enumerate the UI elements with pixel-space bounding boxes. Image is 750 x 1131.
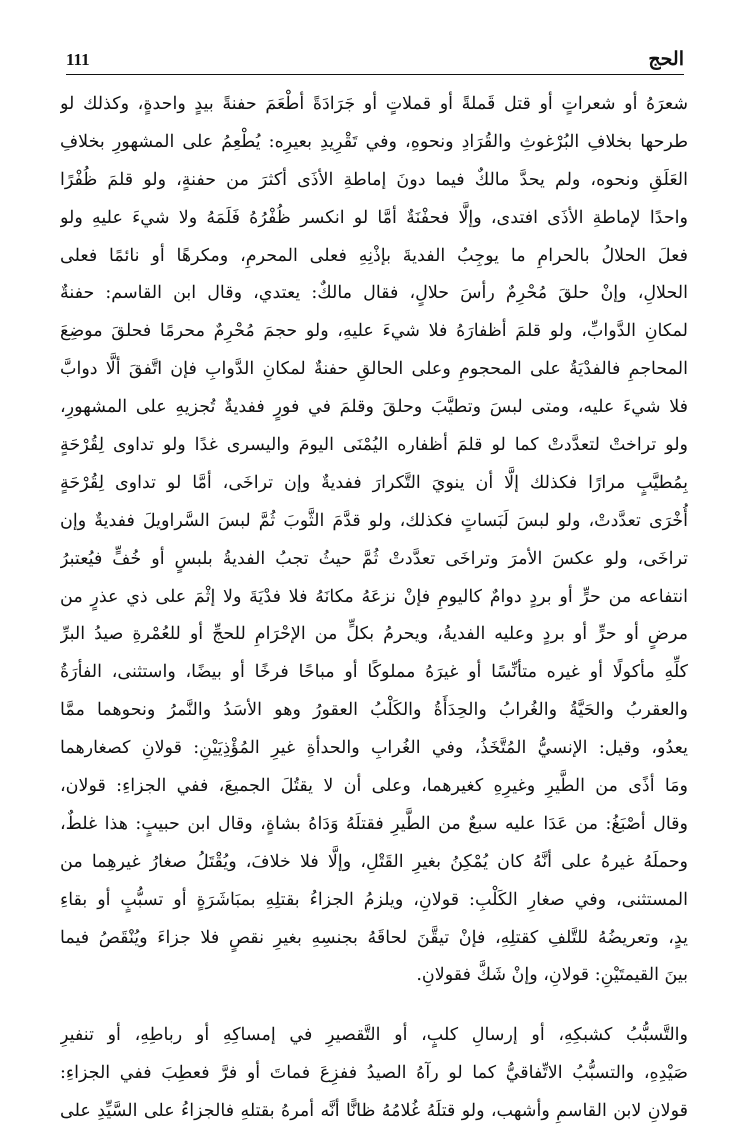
page-number: 111: [66, 50, 90, 69]
text-line: العَلَقِ ونحوه، ولم يحدَّ مالكٌ فيما دونَ إماطةِ الأذَى أكثرَ من حفنةٍ، ولو قلمَ ظُفْرًا: [60, 169, 688, 190]
text-line: ولو تراختْ لتعدَّدتْ كما لو قلمَ أظفاره اليُمْنَى اليومَ واليسرى غدًا ولو تداوى لِقُرْحَةٍ: [60, 435, 688, 456]
text-line: يعدُو، وقيل: الإنسيُّ المُتَّخَذُ، وفي الغُرابِ والحدأةِ غيرِ المُؤْذِيَيْنِ: قولانِ كصغارهما: [60, 738, 688, 759]
text-line: تراخَى، ولو عكسَ الأمرَ وتراخَى تعدَّدتْ ثُمَّ حيثُ تجبُ الفديةُ بلبسٍ أو خُفٍّ فيُعتبرُ: [60, 548, 688, 569]
text-line: صَيْدِهِ، والتسبُّبُ الاتِّفاقيُّ كما لو رآهُ الصيدُ ففزِعَ فماتَ أو فرَّ فعطِبَ ففي الجزاءِ:: [60, 1063, 688, 1084]
page-body: [60, 86, 688, 1131]
text-line: طرحها بخلافِ البُرْغوثِ والقُرَادِ ونحوهِ، وفي تَقْرِيدِ بعيرِه: يُطْعِمُ على المشهورِ بخلافِ: [60, 131, 688, 152]
text-line: والتَّسبُّبُ كشبكِهِ، أو إرسالِ كلبٍ، أو التَّقصيرِ في إمساكِهِ أو رباطِهِ، أو تنفيرِ: [60, 1025, 688, 1046]
text-line: قولانِ لابن القاسمِ وأشهب، ولو قتلَهُ غُلامُهُ ظانًّا أنَّه أمرهُ بقتلهِ فالجزاءُ على السَّيِّدِ على: [60, 1101, 688, 1122]
text-line: مرضٍ أو حرٍّ أو بردٍ وعليه الفديةُ، ويحرمُ بكلٍّ من الإحْرَامِ للحجِّ أو للعُمْرةِ صيدُ البرِّ: [60, 624, 688, 645]
page-header: [66, 40, 684, 75]
text-line: ومَا أذًى من الطَّيرِ وغيرِهِ كغيرهما، وعلى أن لا يقتُلَ الجميعَ، ففي الجزاءِ: قولان،: [60, 776, 688, 797]
text-line: فلا شيءَ عليه، ومتى لبسَ وتطيَّبَ وحلقَ وقلمَ في فورٍ ففديةٌ تُجزيهِ على المشهورِ،: [60, 397, 688, 418]
text-line: واحدًا لإماطةِ الأذَى افتدى، وإلَّا فحفْنَةٌ أمَّا لو انكسر ظُفْرُهُ فَلَمَهُ ولا شيءَ عليهِ ولو: [60, 207, 688, 228]
text-line: والعقربُ والحَيَّةُ والغُرابُ والحِدَأَةُ والكَلْبُ العقورُ وهو الأسَدُ والنَّمرُ ونحوهما ممَّا: [60, 700, 688, 721]
text-line: الحلالِ، وإنْ حلقَ مُحْرِمٌ رأسَ حلالٍ، فقال مالكٌ: يعتدي، وقال ابن القاسم: حفنةٌ: [60, 283, 688, 304]
text-line: انتفاعه من حرٍّ أو بردٍ دوامٌ كاليومِ فإنْ نزعَهُ مكانَهُ فلا فدْيَةَ ولا إثْمَ على ذي عذرٍ من: [60, 586, 688, 607]
text-line: شعرَهُ أو شعراتٍ أو قتل قَملةً أو قملاتٍ أو جَرَادَةً أطْعَمَ حفنةً بيدٍ واحدةٍ، وكذلك لو: [60, 94, 688, 114]
text-line: لمكانِ الدَّوابِّ، ولو قلمَ أظفارَهُ فلا شيءَ عليهِ، ولو حجمَ مُحْرِمٌ محرمًا فحلقَ موضِعَ: [60, 321, 688, 342]
text-line: بِمُطيَّبٍ مرارًا فكذلك إلَّا أن ينويَ التَّكرارَ ففديةٌ وإن تراخَى، أمَّا لو تداوى لِقُرْحَةٍ: [60, 472, 688, 493]
chapter-title: الحج: [648, 48, 684, 70]
text-line: وحملَهُ غيرهُ على أنَّهُ كان يُمْكِنُ بغيرِ القَتْلِ، وإلَّا فلا خلافَ، ويُقْتَلُ صغارُ غيرهِما من: [60, 851, 688, 872]
paragraph-2: [60, 1017, 688, 1131]
text-line: المحاجمِ فالفدْيَةُ على المحجومِ وعلى الحالقِ حفنةٌ لمكانِ الدَّوابِ فإن اتَّفقَ ألَّا دوابَّ: [60, 359, 688, 380]
paragraph-1: [60, 86, 688, 995]
text-line: أُخْرَى تعدَّدتْ، ولو لبسَ لَبَساتٍ فكذلك، ولو قدَّمَ الثَّوبَ ثُمَّ لبسَ السَّراويلَ ففديةٌ وإن: [60, 510, 688, 531]
text-line: يدٍ، وتعريضُهُ للتَّلفِ كقتلِهِ، فإنْ تيقَّنَ لحاقَهُ بجنسِهِ بغيرِ نقصٍ فلا جزاءَ ويُنْقَصُ فيما: [60, 927, 688, 948]
text-line: وقال أصْبَغُ: من عَدَا عليه سبعٌ من الطَّيرِ فقتلَهُ وَدَاهُ بشاةٍ، وقال ابن حبيبٍ: هذا غلطٌ،: [60, 813, 688, 834]
text-line: فعلَ الحلالُ بالحرامِ ما يوجِبُ الفديةَ بإذْنِهِ فعلى المحرمِ، ومكرهًا أو نائمًا فعلى: [60, 245, 688, 266]
text-line: المستثنى، وفي صغارِ الكَلْبِ: قولانِ، ويلزمُ الجزاءُ بقتلِهِ بمبَاشَرَةٍ أو تسبُّبٍ أو بقاءِ: [60, 889, 688, 910]
text-line: كلِّهِ مأكولًا أو غيره متأنِّسًا أو غيرَهُ مملوكًا أو مباحًا فرخًا أو بيضًا، واستثنى، الفأرَةُ: [60, 662, 688, 683]
paragraph-gap: [60, 995, 688, 1017]
text-line: بينَ القيمتَيْنِ: قولانِ، وإنْ شَكَّ فقولانِ.: [416, 965, 688, 986]
